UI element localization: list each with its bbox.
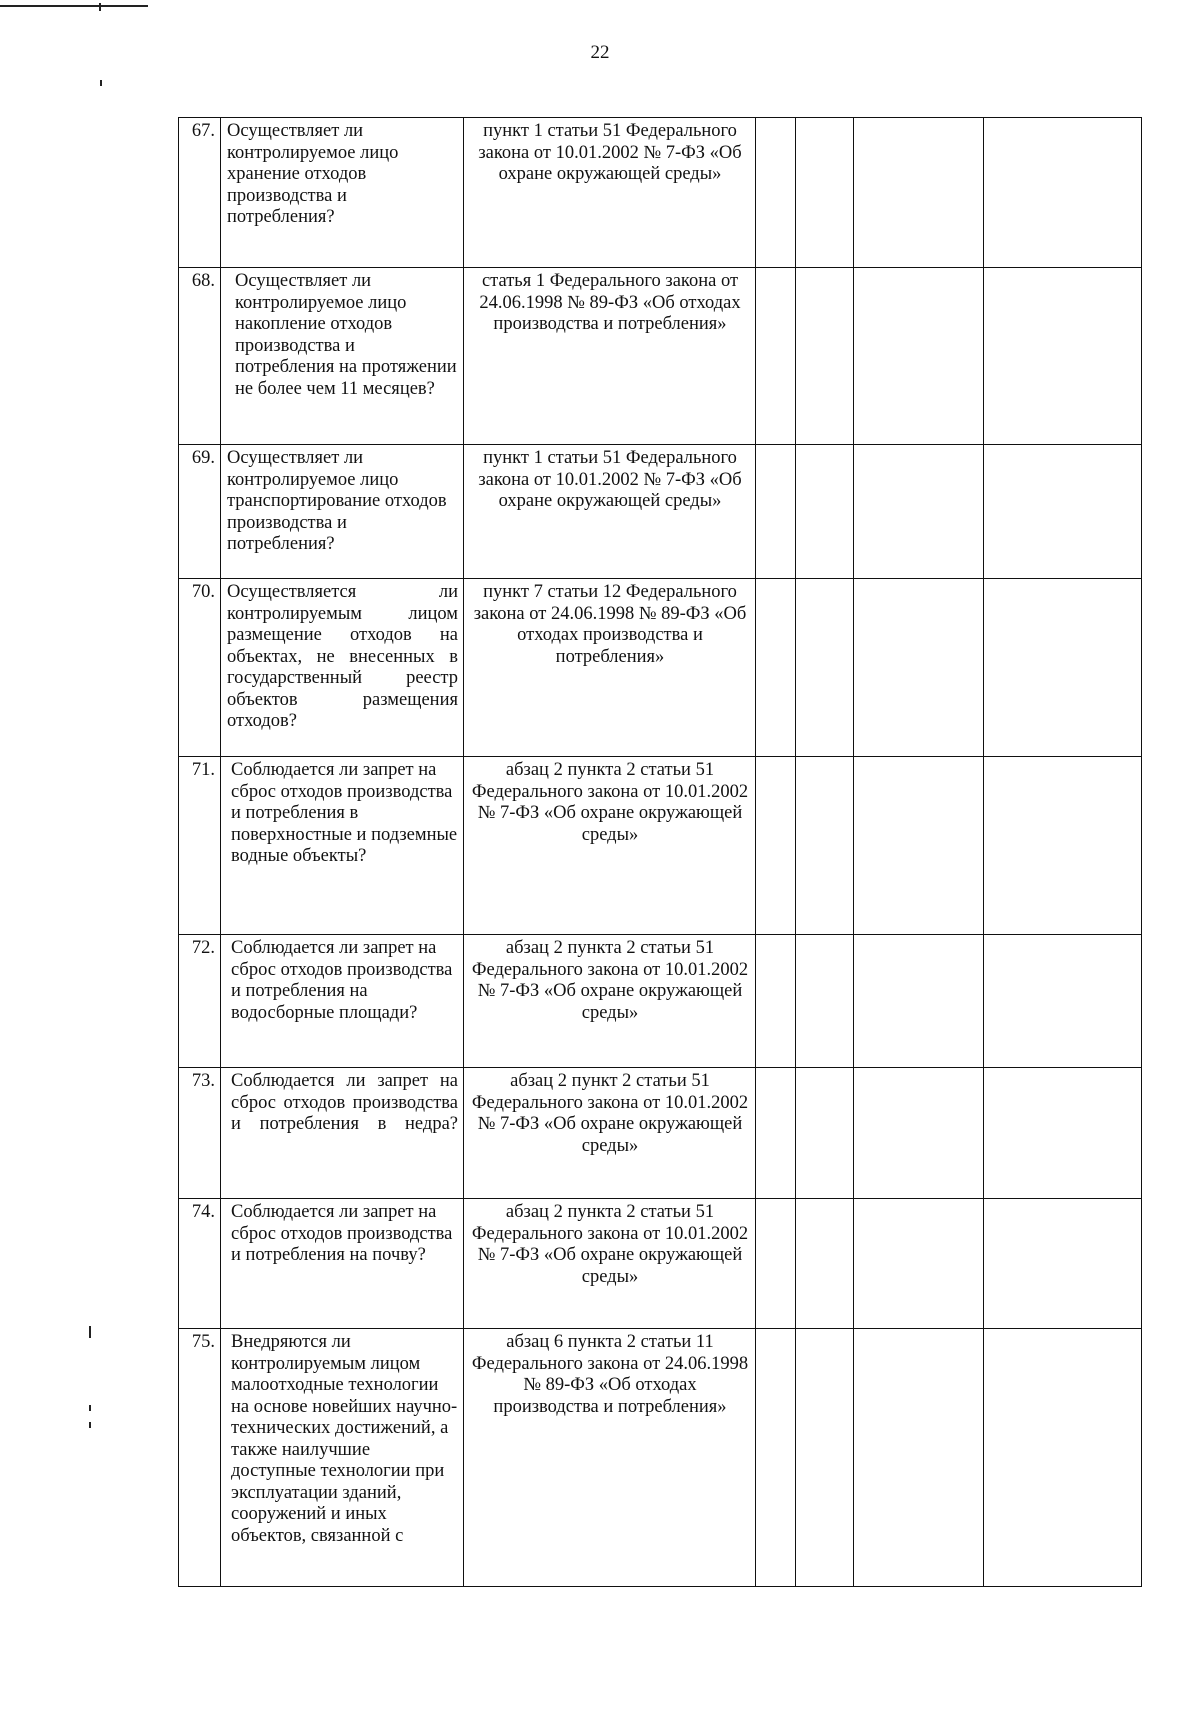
answer-cell-yes — [756, 118, 796, 268]
legal-reference: абзац 2 пункта 2 статьи 51 Федерального закона от 10.01.2002 № 7-ФЗ «Об охране окружающей среды» — [464, 935, 756, 1068]
table-row — [179, 118, 1142, 268]
row-number: 74. — [179, 1199, 221, 1329]
comment-cell — [984, 118, 1142, 268]
row-number: 68. — [179, 268, 221, 445]
scan-mark-left-4 — [89, 1422, 91, 1428]
requirement-question: Осуществляется ли контролируемым лицом размещение отходов на объектах, не внесенных в государственный реестр объектов размещения отходов? — [221, 579, 464, 757]
answer-cell-yes — [756, 445, 796, 579]
legal-reference: пункт 7 статьи 12 Федерального закона от 24.06.1998 № 89-ФЗ «Об отходах производства и потребления» — [464, 579, 756, 757]
answer-cell-no — [796, 118, 854, 268]
answer-cell-yes — [756, 935, 796, 1068]
answer-cell-yes — [756, 1329, 796, 1587]
row-number: 67. — [179, 118, 221, 268]
comment-cell — [984, 1068, 1142, 1199]
row-number: 75. — [179, 1329, 221, 1587]
row-number: 70. — [179, 579, 221, 757]
requirement-question: Осуществляет ли контролируемое лицо накопление отходов производства и потребления на протяжении не более чем 11 месяцев? — [221, 268, 464, 445]
scan-mark-tick — [99, 3, 101, 11]
answer-cell-not-applicable — [854, 579, 984, 757]
answer-cell-not-applicable — [854, 118, 984, 268]
comment-cell — [984, 1329, 1142, 1587]
legal-reference: абзац 2 пункта 2 статьи 51 Федерального закона от 10.01.2002 № 7-ФЗ «Об охране окружающей среды» — [464, 1199, 756, 1329]
answer-cell-no — [796, 579, 854, 757]
scan-mark-left-2 — [89, 1326, 91, 1338]
requirement-question: Соблюдается ли запрет на сброс отходов производства и потребления на водосборные площади? — [221, 935, 464, 1068]
page-number: 22 — [590, 42, 610, 63]
table-row — [179, 1068, 1142, 1199]
table-row — [179, 935, 1142, 1068]
row-number: 71. — [179, 757, 221, 935]
answer-cell-no — [796, 268, 854, 445]
requirement-question: Соблюдается ли запрет на сброс отходов производства и потребления на почву? — [221, 1199, 464, 1329]
comment-cell — [984, 445, 1142, 579]
answer-cell-yes — [756, 579, 796, 757]
answer-cell-yes — [756, 1199, 796, 1329]
scan-mark-left-1 — [100, 80, 102, 86]
answer-cell-no — [796, 1199, 854, 1329]
checklist-table — [178, 117, 1142, 1587]
comment-cell — [984, 757, 1142, 935]
answer-cell-not-applicable — [854, 935, 984, 1068]
legal-reference: пункт 1 статьи 51 Федерального закона от 10.01.2002 № 7-ФЗ «Об охране окружающей среды» — [464, 445, 756, 579]
answer-cell-not-applicable — [854, 1199, 984, 1329]
row-number: 73. — [179, 1068, 221, 1199]
legal-reference: статья 1 Федерального закона от 24.06.1998 № 89-ФЗ «Об отходах производства и потребления» — [464, 268, 756, 445]
answer-cell-not-applicable — [854, 268, 984, 445]
answer-cell-not-applicable — [854, 445, 984, 579]
table-row — [179, 268, 1142, 445]
row-number: 72. — [179, 935, 221, 1068]
comment-cell — [984, 268, 1142, 445]
answer-cell-no — [796, 935, 854, 1068]
table-row — [179, 579, 1142, 757]
answer-cell-yes — [756, 268, 796, 445]
row-number: 69. — [179, 445, 221, 579]
requirement-question: Осуществляет ли контролируемое лицо хранение отходов производства и потребления? — [221, 118, 464, 268]
answer-cell-not-applicable — [854, 1068, 984, 1199]
comment-cell — [984, 935, 1142, 1068]
legal-reference: абзац 2 пункт 2 статьи 51 Федерального закона от 10.01.2002 № 7-ФЗ «Об охране окружающей среды» — [464, 1068, 756, 1199]
scan-mark-top-line — [0, 5, 148, 7]
legal-reference: пункт 1 статьи 51 Федерального закона от 10.01.2002 № 7-ФЗ «Об охране окружающей среды» — [464, 118, 756, 268]
comment-cell — [984, 579, 1142, 757]
requirement-question: Соблюдается ли запрет на сброс отходов производства и потребления в недра? — [221, 1068, 464, 1199]
table-row — [179, 1199, 1142, 1329]
answer-cell-yes — [756, 1068, 796, 1199]
answer-cell-not-applicable — [854, 1329, 984, 1587]
answer-cell-not-applicable — [854, 757, 984, 935]
table-row — [179, 445, 1142, 579]
answer-cell-no — [796, 1329, 854, 1587]
requirement-question: Соблюдается ли запрет на сброс отходов производства и потребления в поверхностные и подземные водные объекты? — [221, 757, 464, 935]
requirement-question: Осуществляет ли контролируемое лицо транспортирование отходов производства и потребления? — [221, 445, 464, 579]
scan-mark-left-3 — [89, 1405, 91, 1411]
legal-reference: абзац 6 пункта 2 статьи 11 Федерального закона от 24.06.1998 № 89-ФЗ «Об отходах производства и потребления» — [464, 1329, 756, 1587]
answer-cell-no — [796, 757, 854, 935]
table-row — [179, 1329, 1142, 1587]
table-row — [179, 757, 1142, 935]
answer-cell-no — [796, 1068, 854, 1199]
comment-cell — [984, 1199, 1142, 1329]
requirement-question: Внедряются ли контролируемым лицом малоотходные технологии на основе новейших научно-технических достижений, а также наилучшие доступные технологии при эксплуатации зданий, сооружений и иных объектов, связанной с — [221, 1329, 464, 1587]
answer-cell-no — [796, 445, 854, 579]
legal-reference: абзац 2 пункта 2 статьи 51 Федерального закона от 10.01.2002 № 7-ФЗ «Об охране окружающей среды» — [464, 757, 756, 935]
answer-cell-yes — [756, 757, 796, 935]
